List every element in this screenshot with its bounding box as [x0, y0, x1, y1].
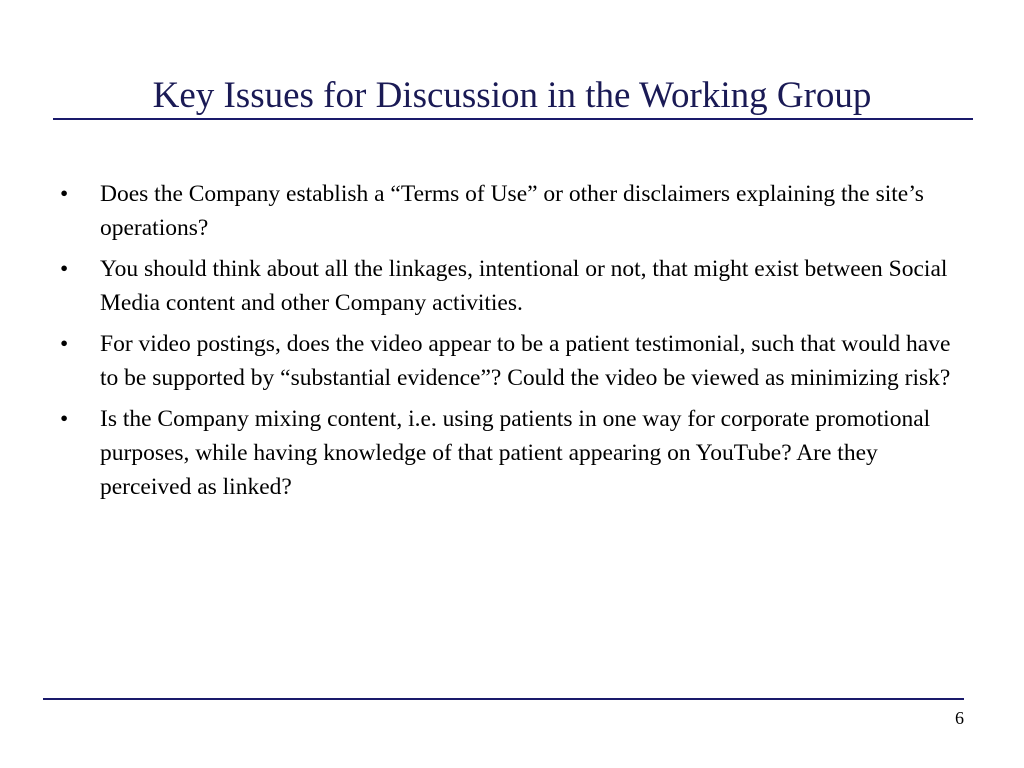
bullet-list: [60, 177, 970, 511]
bullet-text: For video postings, does the video appear to be a patient testimonial, such that would have to be supported by “substantial evidence”? Could the video be viewed as minimizing risk?: [100, 331, 951, 391]
bullet-item: [60, 252, 970, 320]
title-divider: [53, 118, 973, 120]
bullet-item: [60, 402, 970, 504]
bullet-icon: •: [60, 331, 69, 357]
bullet-icon: •: [60, 181, 69, 207]
footer-divider: [43, 698, 964, 700]
bullet-icon: •: [60, 406, 69, 432]
bullet-text: You should think about all the linkages, intentional or not, that might exist between Social Media content and other Company activities.: [100, 256, 948, 316]
bullet-item: [60, 177, 970, 245]
bullet-item: [60, 327, 970, 395]
slide-title: Key Issues for Discussion in the Working Group: [152, 75, 872, 116]
page-number: 6: [955, 708, 964, 728]
bullet-text: Does the Company establish a “Terms of Use” or other disclaimers explaining the site’s operations?: [100, 181, 924, 241]
bullet-icon: •: [60, 256, 69, 282]
bullet-text: Is the Company mixing content, i.e. using patients in one way for corporate promotional purposes, while having knowledge of that patient appearing on YouTube? Are they perceived as linked?: [100, 406, 931, 500]
